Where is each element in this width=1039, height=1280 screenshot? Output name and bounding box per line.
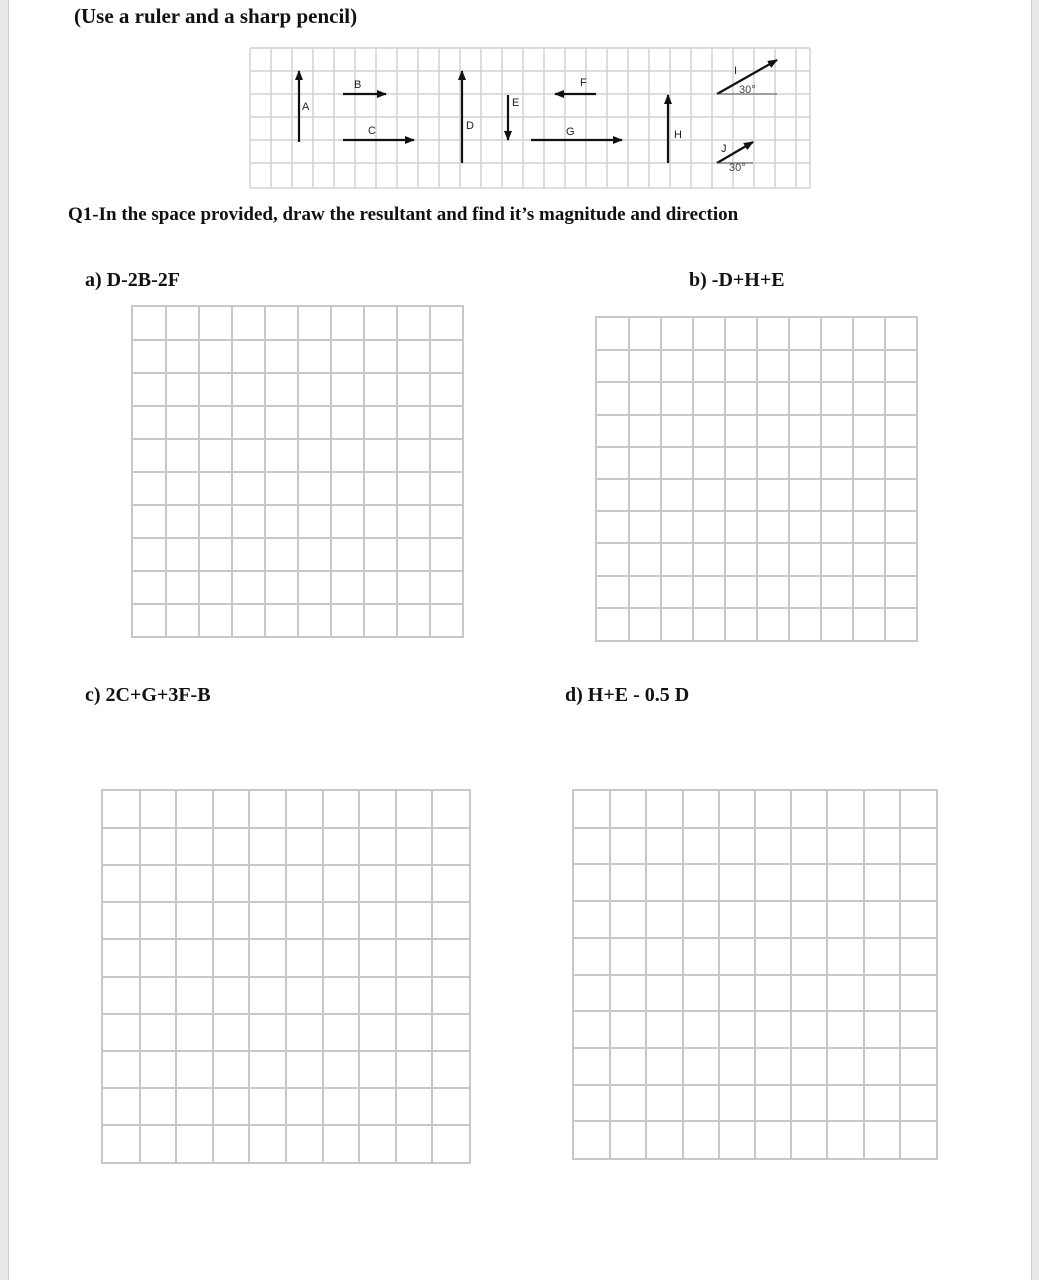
part-a-grid[interactable] [131, 305, 464, 638]
vector-i-label: I [734, 65, 738, 77]
part-d-label: d) H+E - 0.5 D [565, 684, 690, 706]
part-a-grid-lines [133, 307, 462, 636]
question-text: Q1-In the space provided, draw the resultant and find it’s magnitude and direction [68, 204, 739, 225]
vector-diagram-svg [242, 46, 812, 190]
vector-c-label: C [368, 125, 376, 137]
part-a-label: a) D-2B-2F [85, 269, 180, 291]
vector-e-label: E [512, 97, 520, 109]
part-b-grid[interactable] [595, 316, 918, 642]
worksheet-page [8, 0, 1032, 1280]
part-c-label: c) 2C+G+3F-B [85, 684, 211, 706]
vector-diagram [242, 46, 812, 195]
vector-h-label: H [674, 129, 682, 141]
angle-i-label: 30° [739, 84, 756, 96]
vector-f-label: F [580, 77, 587, 89]
part-b-grid-lines [597, 318, 916, 640]
vector-j-label: J [721, 143, 727, 155]
part-c-grid-lines [103, 791, 469, 1162]
vector-d-label: D [466, 120, 474, 132]
vector-a-label: A [302, 101, 310, 113]
part-b-label: b) -D+H+E [689, 269, 785, 291]
part-d-grid-lines [574, 791, 936, 1158]
part-c-grid[interactable] [101, 789, 471, 1164]
vector-g-label: G [566, 126, 575, 138]
vector-b-label: B [354, 79, 362, 91]
instruction-title: (Use a ruler and a sharp pencil) [74, 4, 358, 28]
part-d-grid[interactable] [572, 789, 938, 1160]
diagram-grid-lines [250, 48, 810, 188]
angle-j-label: 30° [729, 162, 746, 174]
